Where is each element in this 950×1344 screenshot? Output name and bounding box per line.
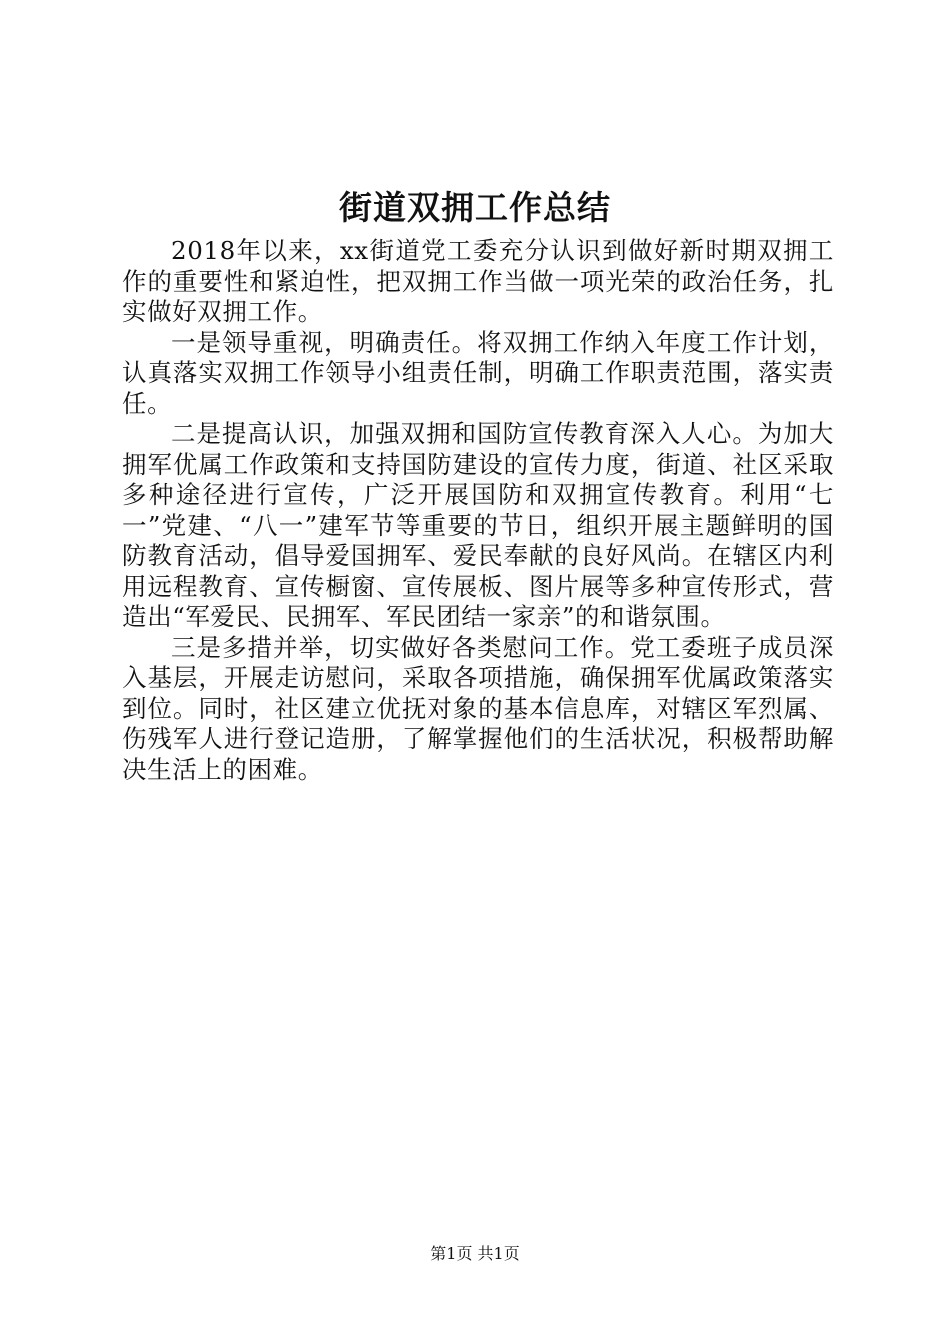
document-body [122,236,834,785]
document-title: 街道双拥工作总结 [339,188,611,227]
paragraph-intro: 2018年以来，xx街道党工委充分认识到做好新时期双拥工作的重要性和紧迫性，把双拥工作当做一项光荣的政治任务，扎实做好双拥工作。 [122,236,834,326]
paragraph-point-three: 三是多措并举，切实做好各类慰问工作。党工委班子成员深入基层，开展走访慰问，采取各项措施，确保拥军优属政策落实到位。同时，社区建立优抚对象的基本信息库，对辖区军烈属、伤残军人进行登记造册，了解掌握他们的生活状况，积极帮助解决生活上的困难。 [122,632,834,784]
paragraph-point-one: 一是领导重视，明确责任。将双拥工作纳入年度工作计划，认真落实双拥工作领导小组责任制，明确工作职责范围，落实责任。 [122,327,834,418]
page-number-footer: 第1页 共1页 [430,1244,520,1263]
paragraph-point-two: 二是提高认识，加强双拥和国防宣传教育深入人心。为加大拥军优属工作政策和支持国防建设的宣传力度，街道、社区采取多种途径进行宣传，广泛开展国防和双拥宣传教育。利用“七一”党建、“八一”建军节等重要的节日，组织开展主题鲜明的国防教育活动，倡导爱国拥军、爱民奉献的良好风尚。在辖区内利用远程教育、宣传橱窗、宣传展板、图片展等多种宣传形式，营造出“军爱民、民拥军、军民团结一家亲”的和谐氛围。 [122,419,834,631]
